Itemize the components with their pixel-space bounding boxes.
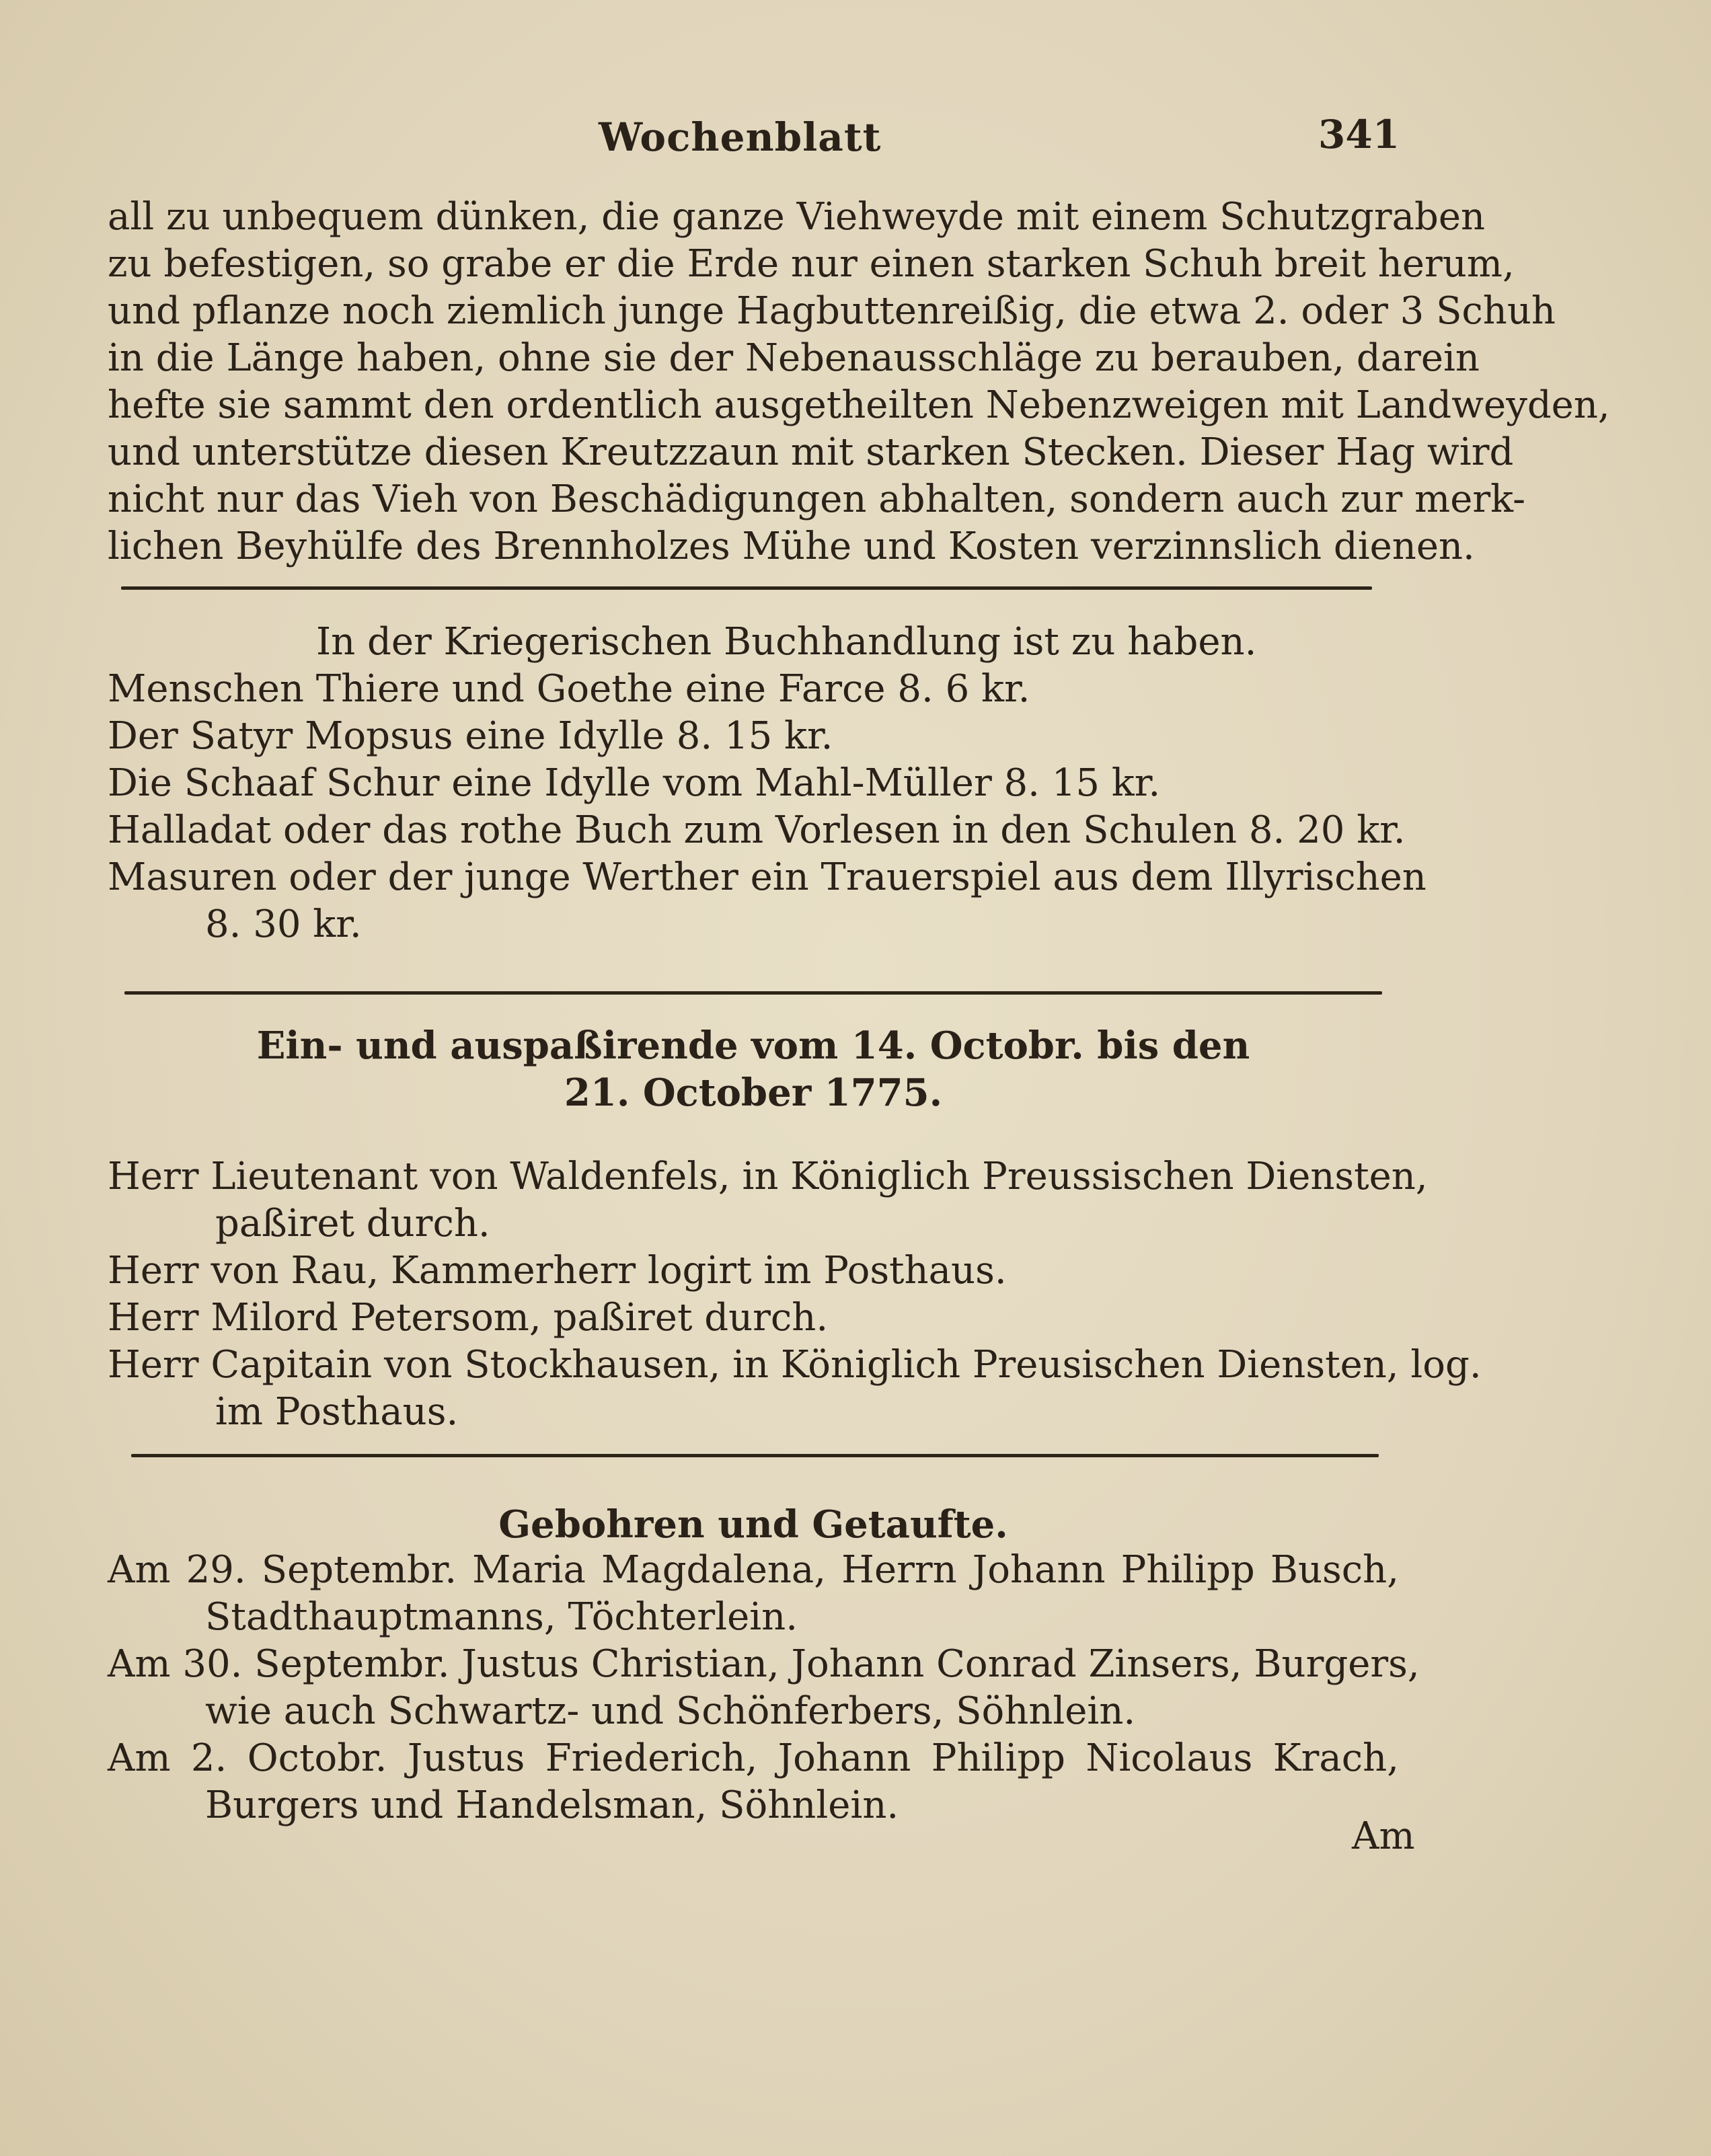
birth-entry: Am 29. Septembr. Maria Magdalena, Herrn Johann Philipp Busch, (108, 1548, 1399, 1592)
book-item: Der Satyr Mopsus eine Idylle 8. 15 kr. (108, 714, 833, 758)
paragraph-line: in die Länge haben, ohne sie der Nebenausschläge zu berauben, darein (108, 336, 1480, 380)
paragraph-line: und unterstütze diesen Kreutzzaun mit starken Stecken. Dieser Hag wird (108, 430, 1514, 474)
section-divider (121, 586, 1372, 590)
traveller-entry-cont: im Posthaus. (215, 1390, 459, 1434)
book-item: Masuren oder der junge Werther ein Trauerspiel aus dem Illyrischen (108, 855, 1427, 899)
page-header (0, 101, 1711, 161)
catchword: Am (1352, 1814, 1415, 1858)
travellers-heading-line: Ein- und auspaßirende vom 14. Octobr. bis den (256, 1024, 1250, 1068)
births-heading-line: Gebohren und Getaufte. (498, 1502, 1008, 1547)
traveller-entry-cont: paßiret durch. (215, 1202, 490, 1245)
travellers-heading (108, 1022, 1399, 1116)
paragraph-line: lichen Beyhülfe des Brennholzes Mühe und Kosten verzinnslich dienen. (108, 525, 1475, 568)
book-item: Die Schaaf Schur eine Idylle vom Mahl-Müller 8. 15 kr. (108, 761, 1161, 805)
book-item: Menschen Thiere und Goethe eine Farce 8. 6 kr. (108, 667, 1030, 711)
traveller-entry: Herr Capitain von Stockhausen, in Königlich Preusischen Diensten, log. (108, 1343, 1482, 1387)
travellers-list (108, 1153, 1482, 1436)
births-heading (108, 1501, 1399, 1548)
running-head: Wochenblatt (599, 114, 882, 160)
paragraph-line: und pflanze noch ziemlich junge Hagbuttenreißig, die etwa 2. oder 3 Schuh (108, 289, 1556, 333)
paragraph-line: all zu unbequem dünken, die ganze Viehweyde mit einem Schutzgraben (108, 195, 1486, 239)
section-divider (124, 991, 1382, 995)
paragraph-line: zu befestigen, so grabe er die Erde nur einen starken Schuh breit herum, (108, 242, 1515, 286)
births-list (108, 1547, 1420, 1829)
traveller-entry: Herr von Rau, Kammerherr logirt im Posthaus. (108, 1249, 1007, 1293)
section-divider (131, 1454, 1379, 1457)
birth-entry: Am 30. Septembr. Justus Christian, Johann Conrad Zinsers, Burgers, (108, 1642, 1420, 1686)
paragraph-line: hefte sie sammt den ordentlich ausgetheilten Nebenzweigen mit Landweyden, (108, 383, 1610, 427)
paragraph-line: nicht nur das Vieh von Beschädigungen abhalten, sondern auch zur merk- (108, 477, 1525, 521)
book-item: Halladat oder das rothe Buch zum Vorlesen in den Schulen 8. 20 kr. (108, 808, 1406, 852)
travellers-heading-line: 21. October 1775. (564, 1071, 943, 1115)
traveller-entry: Herr Lieutenant von Waldenfels, in Königlich Preussischen Diensten, (108, 1155, 1428, 1198)
bookshop-heading: In der Kriegerischen Buchhandlung ist zu haben. (316, 620, 1257, 664)
traveller-entry: Herr Milord Petersom, paßiret durch. (108, 1296, 829, 1340)
intro-paragraph (108, 194, 1610, 570)
birth-entry: Am 2. Octobr. Justus Friederich, Johann Philipp Nicolaus Krach, (108, 1736, 1399, 1780)
page-number: 341 (1318, 112, 1400, 157)
book-item-price: 8. 30 kr. (205, 902, 362, 946)
bookshop-notice (108, 619, 1427, 948)
birth-entry-cont: wie auch Schwartz- und Schönferbers, Söhnlein. (205, 1689, 1136, 1733)
birth-entry-cont: Stadthauptmanns, Töchterlein. (205, 1595, 798, 1639)
birth-entry-cont: Burgers und Handelsman, Söhnlein. (205, 1783, 899, 1827)
